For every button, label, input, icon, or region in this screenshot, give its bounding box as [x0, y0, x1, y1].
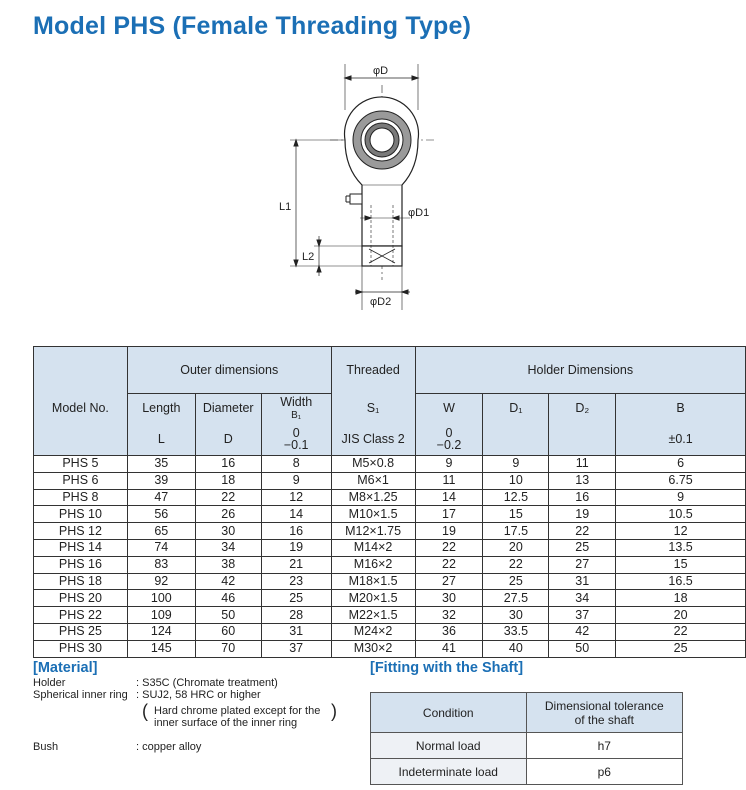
condition-cell: Indeterminate load: [371, 759, 527, 785]
value-cell: M8×1.25: [331, 489, 415, 506]
model-cell: PHS 30: [34, 640, 128, 657]
value-cell: 22: [195, 489, 261, 506]
d2-header: D₂: [549, 394, 616, 424]
value-cell: 9: [616, 489, 746, 506]
bush-value: : copper alloy: [136, 741, 202, 753]
value-cell: 74: [127, 539, 195, 556]
value-cell: 17.5: [483, 523, 549, 540]
value-cell: M12×1.75: [331, 523, 415, 540]
value-cell: M20×1.5: [331, 590, 415, 607]
model-cell: PHS 25: [34, 623, 128, 640]
value-cell: 34: [549, 590, 616, 607]
value-cell: 22: [616, 623, 746, 640]
rod-end-drawing: [270, 60, 470, 315]
value-cell: 65: [127, 523, 195, 540]
value-cell: 100: [127, 590, 195, 607]
value-cell: 19: [549, 506, 616, 523]
model-no-label: Model No.: [34, 394, 128, 424]
table-row: [34, 472, 746, 489]
value-cell: 30: [195, 523, 261, 540]
value-cell: 14: [415, 489, 483, 506]
value-cell: 15: [483, 506, 549, 523]
phi-d-label: φD: [373, 65, 389, 77]
value-cell: 124: [127, 623, 195, 640]
condition-header: Condition: [371, 693, 527, 733]
width-tol-bottom: −0.1: [283, 438, 309, 453]
model-cell: PHS 16: [34, 556, 128, 573]
value-cell: 56: [127, 506, 195, 523]
value-cell: 20: [616, 607, 746, 624]
value-cell: 42: [195, 573, 261, 590]
value-cell: 12: [616, 523, 746, 540]
holder-value: : S35C (Chromate treatment): [136, 677, 278, 689]
value-cell: 16.5: [616, 573, 746, 590]
value-cell: 40: [483, 640, 549, 657]
tolerance-header-line-1: Dimensional tolerance: [544, 698, 664, 713]
value-cell: 19: [261, 539, 331, 556]
value-cell: 30: [415, 590, 483, 607]
value-cell: 6.75: [616, 472, 746, 489]
phi-d1-label: φD1: [408, 207, 430, 219]
d1-header: D₁: [483, 394, 549, 424]
value-cell: 13: [549, 472, 616, 489]
b-header: B: [616, 394, 746, 424]
b-tolerance: ±0.1: [616, 424, 746, 456]
inner-ring-label: Spherical inner ring: [33, 689, 128, 701]
value-cell: M14×2: [331, 539, 415, 556]
model-cell: PHS 12: [34, 523, 128, 540]
model-cell: PHS 14: [34, 539, 128, 556]
value-cell: 27: [415, 573, 483, 590]
value-cell: 23: [261, 573, 331, 590]
table-row: [34, 539, 746, 556]
table-row: [34, 573, 746, 590]
table-row: [34, 556, 746, 573]
threaded-header: Threaded: [331, 347, 415, 394]
table-row: [34, 489, 746, 506]
value-cell: M10×1.5: [331, 506, 415, 523]
value-cell: 70: [195, 640, 261, 657]
value-cell: 10: [483, 472, 549, 489]
value-cell: M24×2: [331, 623, 415, 640]
l-symbol: L: [127, 424, 195, 456]
value-cell: 9: [483, 456, 549, 473]
value-cell: 17: [415, 506, 483, 523]
value-cell: M30×2: [331, 640, 415, 657]
value-cell: 20: [483, 539, 549, 556]
value-cell: 38: [195, 556, 261, 573]
tolerance-cell: h7: [526, 733, 682, 759]
holder-dimensions-header: Holder Dimensions: [415, 347, 745, 394]
page-title: Model PHS (Female Threading Type): [33, 12, 472, 40]
value-cell: 27: [549, 556, 616, 573]
width-tol-top: 0: [292, 426, 300, 441]
value-cell: 10.5: [616, 506, 746, 523]
l2-label: L2: [302, 251, 315, 263]
value-cell: 21: [261, 556, 331, 573]
value-cell: 22: [549, 523, 616, 540]
value-cell: M16×2: [331, 556, 415, 573]
value-cell: 22: [415, 556, 483, 573]
bush-label: Bush: [33, 741, 59, 753]
value-cell: 11: [549, 456, 616, 473]
value-cell: 12: [261, 489, 331, 506]
fitting-row: [371, 733, 683, 759]
fitting-heading: [Fitting with the Shaft]: [370, 660, 524, 676]
length-header: Length: [127, 394, 195, 424]
holder-label: Holder: [33, 677, 66, 689]
fitting-row: [371, 759, 683, 785]
value-cell: 41: [415, 640, 483, 657]
value-cell: 13.5: [616, 539, 746, 556]
value-cell: 14: [261, 506, 331, 523]
value-cell: 92: [127, 573, 195, 590]
l1-label: L1: [279, 201, 292, 213]
value-cell: 12.5: [483, 489, 549, 506]
value-cell: 83: [127, 556, 195, 573]
value-cell: 25: [616, 640, 746, 657]
value-cell: 25: [549, 539, 616, 556]
tolerance-cell: p6: [526, 759, 682, 785]
model-cell: PHS 10: [34, 506, 128, 523]
outer-dimensions-header: Outer dimensions: [127, 347, 331, 394]
value-cell: 109: [127, 607, 195, 624]
value-cell: M22×1.5: [331, 607, 415, 624]
w-header: W: [415, 394, 483, 424]
value-cell: 27.5: [483, 590, 549, 607]
value-cell: 39: [127, 472, 195, 489]
table-row: [34, 607, 746, 624]
model-cell: PHS 6: [34, 472, 128, 489]
width-symbol: B₁: [291, 409, 302, 421]
value-cell: 6: [616, 456, 746, 473]
model-cell: PHS 8: [34, 489, 128, 506]
value-cell: 16: [261, 523, 331, 540]
value-cell: 11: [415, 472, 483, 489]
value-cell: M18×1.5: [331, 573, 415, 590]
model-cell: PHS 20: [34, 590, 128, 607]
value-cell: 50: [549, 640, 616, 657]
value-cell: 18: [616, 590, 746, 607]
value-cell: 30: [483, 607, 549, 624]
value-cell: 60: [195, 623, 261, 640]
table-row: [34, 640, 746, 657]
value-cell: 9: [415, 456, 483, 473]
value-cell: 22: [415, 539, 483, 556]
w-tol-top: 0: [445, 426, 453, 441]
table-row: [34, 506, 746, 523]
model-cell: PHS 5: [34, 456, 128, 473]
value-cell: 19: [415, 523, 483, 540]
value-cell: 46: [195, 590, 261, 607]
value-cell: 34: [195, 539, 261, 556]
model-no-header: [34, 347, 128, 394]
value-cell: 42: [549, 623, 616, 640]
inner-ring-value: : SUJ2, 58 HRC or higher: [136, 689, 261, 701]
value-cell: 33.5: [483, 623, 549, 640]
diameter-header: Diameter: [195, 394, 261, 424]
model-cell: PHS 22: [34, 607, 128, 624]
value-cell: 18: [195, 472, 261, 489]
note-line-2: inner surface of the inner ring: [154, 717, 298, 729]
jis-class: JIS Class 2: [331, 424, 415, 456]
value-cell: 9: [261, 472, 331, 489]
d-symbol: D: [195, 424, 261, 456]
value-cell: M5×0.8: [331, 456, 415, 473]
value-cell: 37: [261, 640, 331, 657]
value-cell: 25: [261, 590, 331, 607]
condition-cell: Normal load: [371, 733, 527, 759]
value-cell: 37: [549, 607, 616, 624]
note-line-1: Hard chrome plated except for the: [154, 705, 321, 717]
value-cell: 36: [415, 623, 483, 640]
value-cell: 26: [195, 506, 261, 523]
spec-table: [33, 346, 746, 658]
table-row: [34, 456, 746, 473]
table-row: [34, 523, 746, 540]
material-heading: [Material]: [33, 660, 98, 676]
table-row: [34, 623, 746, 640]
note-close-paren: ): [331, 701, 337, 721]
note-open-paren: (: [142, 701, 148, 721]
s1-header: S₁: [331, 394, 415, 424]
value-cell: 145: [127, 640, 195, 657]
width-header: Width: [280, 394, 313, 409]
value-cell: M6×1: [331, 472, 415, 489]
model-cell: PHS 18: [34, 573, 128, 590]
value-cell: 35: [127, 456, 195, 473]
value-cell: 50: [195, 607, 261, 624]
w-tol-bottom: −0.2: [436, 438, 462, 453]
fitting-table: [370, 692, 683, 785]
value-cell: 28: [261, 607, 331, 624]
value-cell: 22: [483, 556, 549, 573]
phi-d2-label: φD2: [370, 296, 392, 308]
value-cell: 15: [616, 556, 746, 573]
value-cell: 31: [261, 623, 331, 640]
value-cell: 8: [261, 456, 331, 473]
value-cell: 16: [549, 489, 616, 506]
value-cell: 47: [127, 489, 195, 506]
value-cell: 16: [195, 456, 261, 473]
table-row: [34, 590, 746, 607]
value-cell: 32: [415, 607, 483, 624]
tolerance-header-line-2: of the shaft: [574, 712, 634, 727]
value-cell: 25: [483, 573, 549, 590]
value-cell: 31: [549, 573, 616, 590]
